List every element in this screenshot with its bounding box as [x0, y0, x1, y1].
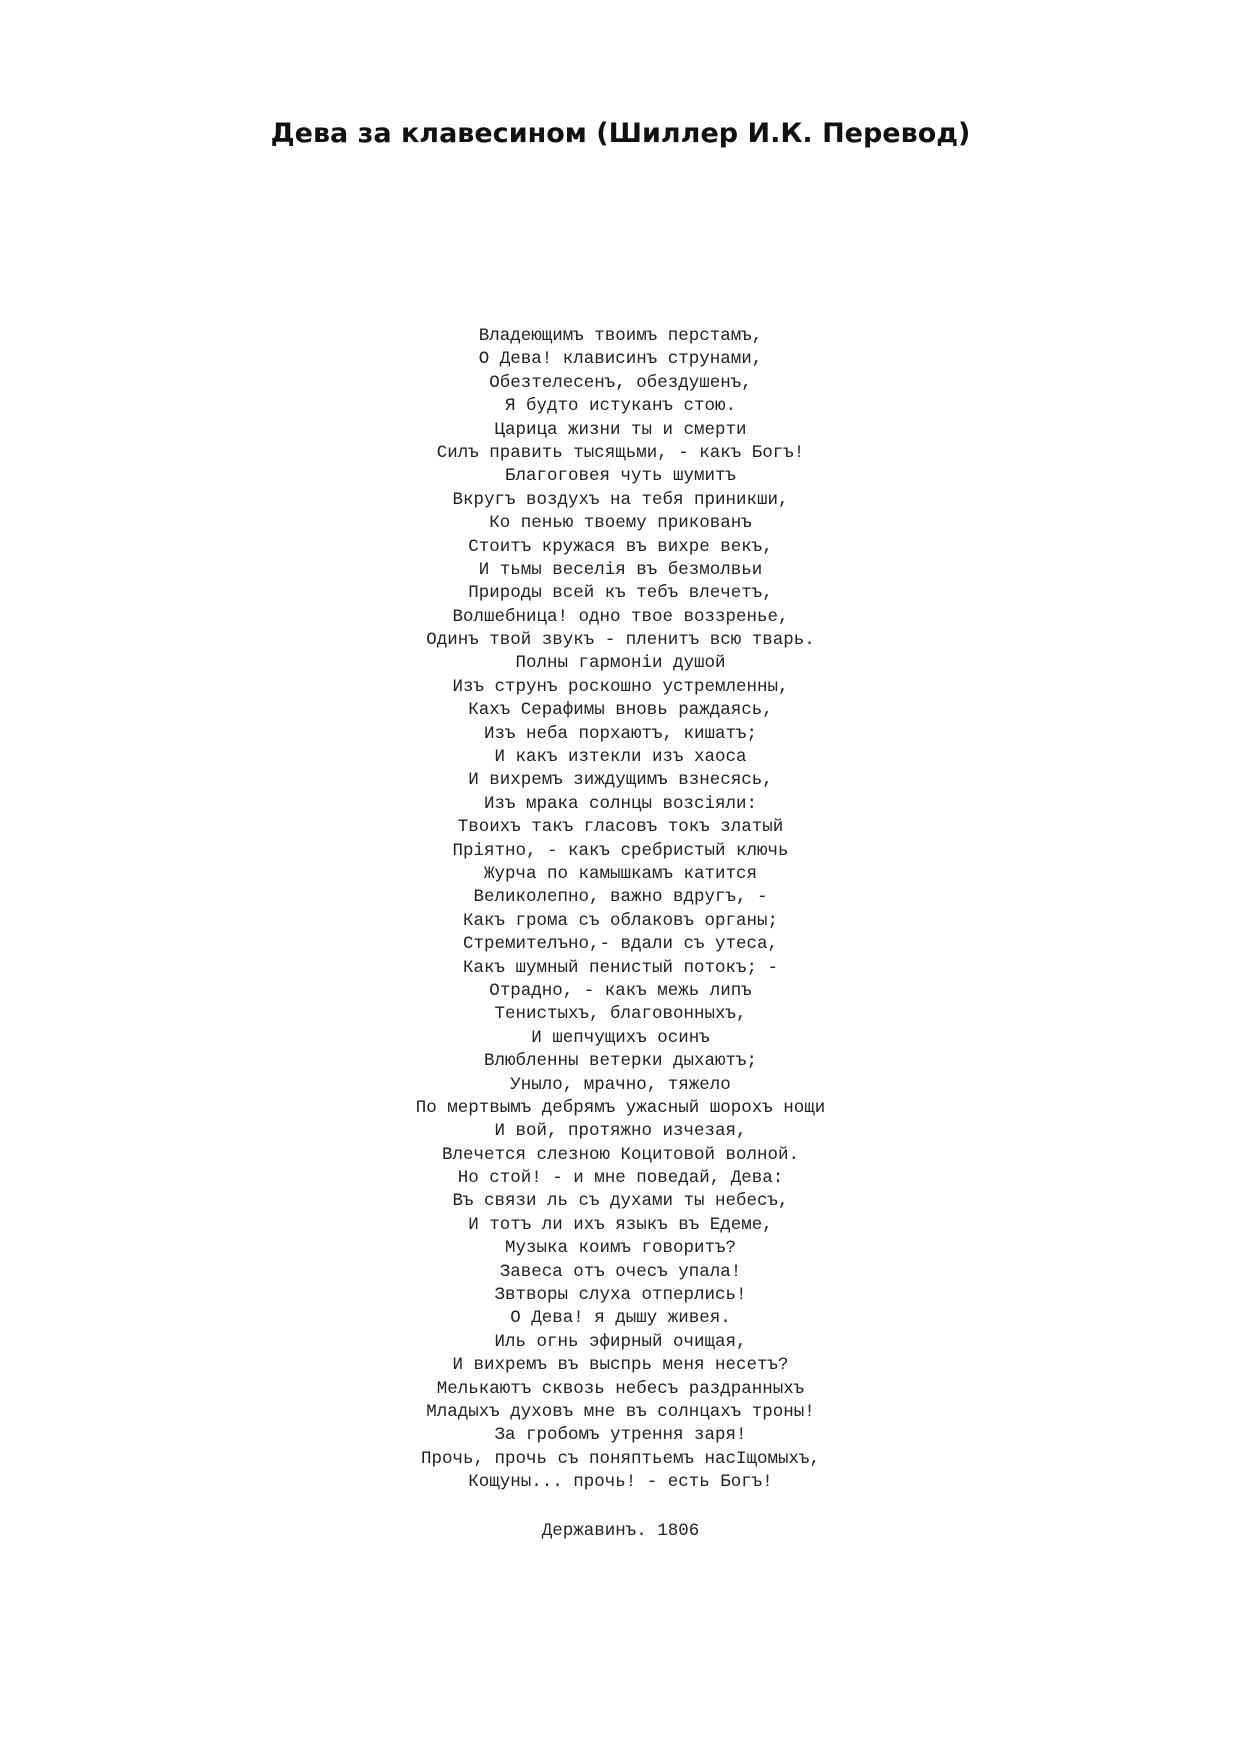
poem-line: Великолепно, важно вдругъ, -	[473, 887, 768, 908]
poem-line: За гробомъ утрення заря!	[494, 1425, 747, 1446]
poem-line: Журча по камышкамъ катится	[483, 863, 758, 884]
poem-line: Тенистыхъ, благовонныхъ,	[494, 1004, 747, 1025]
document-title: Дева за клавесином (Шиллер И.К. Перевод)	[270, 118, 971, 149]
poem-line: Изъ неба порхаютъ, кишатъ;	[483, 723, 758, 744]
poem-line: Кахъ Серафимы вновь раждаясь,	[468, 700, 773, 721]
poem-line: Я будто истуканъ стою.	[504, 396, 737, 417]
poem-line: Въ связи ль съ духами ты небесъ,	[452, 1191, 789, 1212]
author-signature: Державинъ. 1806	[541, 1521, 700, 1541]
poem-line: Иль огнь эфирный очищая,	[494, 1331, 747, 1352]
poem-line: Кощуны... прочь! - есть Богъ!	[468, 1472, 773, 1493]
poem-line: Звтворы слуха отперлись!	[494, 1285, 747, 1306]
poem-line: Царица жизни ты и смерти	[494, 419, 747, 440]
poem-line: Полны гармоніи душой	[515, 653, 726, 674]
poem-line: Силъ править тысящьми, - какъ Богъ!	[436, 442, 805, 463]
poem-line: Мелькаютъ сквозь небесъ раздранныхъ	[436, 1378, 805, 1399]
poem-text	[0, 325, 1241, 1495]
poem-line: Отрадно, - какъ межь липъ	[489, 980, 752, 1001]
poem-line: Благоговея чуть шумитъ	[504, 466, 737, 487]
poem-line: Пріятно, - какъ сребристый ключь	[452, 840, 789, 861]
poem-line: Какъ шумный пенистый потокъ; -	[462, 957, 779, 978]
poem-line: Завеса отъ очесъ упала!	[499, 1261, 742, 1282]
poem-line: И вихремъ зиждущимъ взнесясь,	[468, 770, 773, 791]
poem-line: Влечется слезною Коцитовой волной.	[441, 1144, 800, 1165]
poem-line: Стоитъ кружася въ вихре векъ,	[468, 536, 773, 557]
poem-line: Вкругъ воздухъ на тебя приникши,	[452, 489, 789, 510]
poem-line: Изъ мрака солнцы возсіяли:	[483, 793, 758, 814]
poem-line: О Дева! я дышу живея.	[510, 1308, 731, 1329]
poem-line: Музыка коимъ говоритъ?	[504, 1238, 737, 1259]
poem-line: Волшебница! одно твое воззренье,	[452, 606, 789, 627]
poem-line: Младыхъ духовъ мне въ солнцахъ троны!	[426, 1401, 815, 1422]
poem-line: И тотъ ли ихъ языкъ въ Едеме,	[468, 1214, 773, 1235]
poem-line: Природы всей къ тебъ влечетъ,	[468, 583, 773, 604]
poem-line: О Дева! клависинъ струнами,	[478, 349, 763, 370]
poem-line: Уныло, мрачно, тяжело	[510, 1074, 731, 1095]
poem-line: Но стой! - и мне поведай, Дева:	[457, 1168, 784, 1189]
poem-line: По мертвымъ дебрямъ ужасный шорохъ нощи	[415, 1097, 826, 1118]
poem-line: Обезтелесенъ, обездушенъ,	[489, 372, 752, 393]
poem-line: И какъ изтекли изъ хаоса	[494, 747, 747, 768]
poem-line: Твоихъ такъ гласовъ токъ златый	[457, 817, 784, 838]
poem-line: Одинъ твой звукъ - пленитъ всю тварь.	[426, 630, 815, 651]
poem-line: Изъ струнъ роскошно устремленны,	[452, 676, 789, 697]
poem-line: Стремителъно,- вдали съ утеса,	[462, 934, 779, 955]
poem-line: И шепчущихъ осинъ	[531, 1027, 710, 1048]
poem-line: И вихремъ въ выспрь меня несетъ?	[452, 1355, 789, 1376]
poem-line: Владеющимъ твоимъ перстамъ,	[478, 326, 763, 346]
poem-line: Прочь, прочь съ поняптьемъ насІщомыхъ,	[420, 1448, 821, 1469]
poem-line: Какъ грома съ облаковъ органы;	[462, 910, 779, 931]
poem-line: Влюбленны ветерки дыхаютъ;	[483, 1051, 758, 1072]
poem-line: И вой, протяжно изчезая,	[494, 1121, 747, 1142]
poem-line: Ко пенью твоему прикованъ	[489, 513, 752, 534]
poem-line: И тьмы веселія въ безмолвьи	[478, 559, 763, 580]
